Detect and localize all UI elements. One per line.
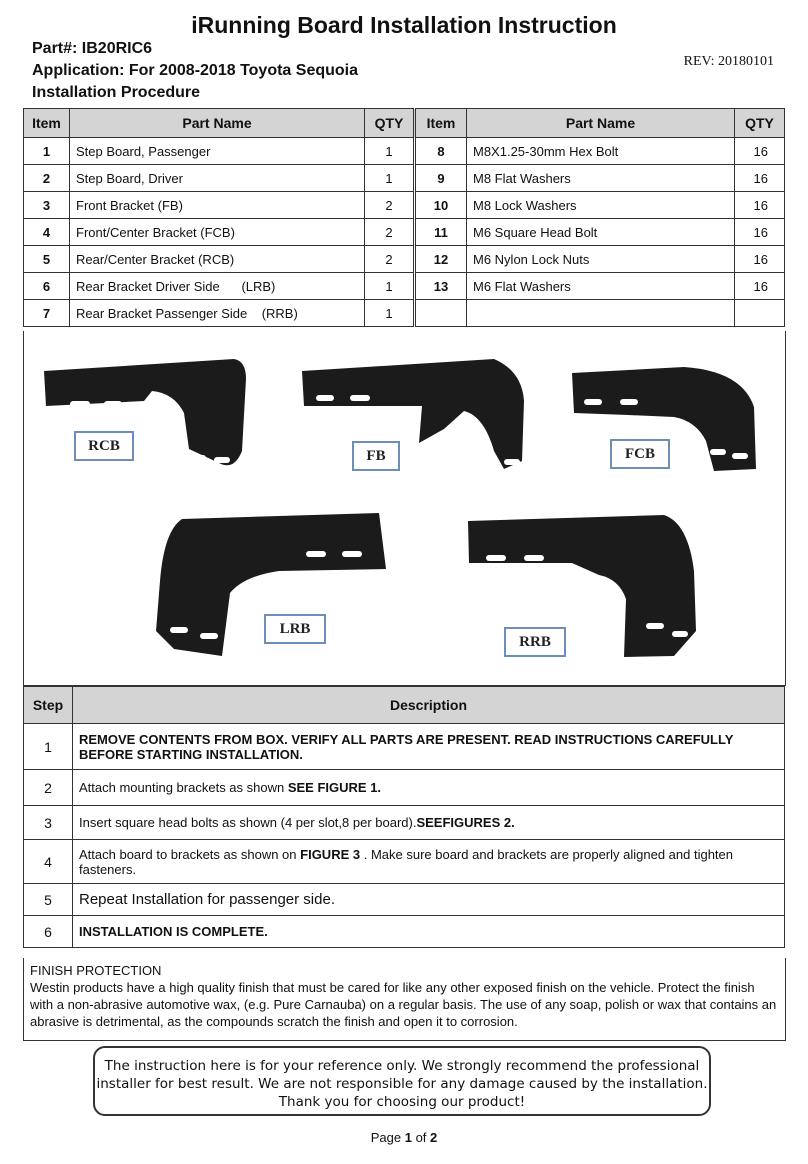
parts-row	[24, 273, 785, 300]
item-number: 3	[24, 192, 70, 219]
parts-row	[24, 246, 785, 273]
step-description	[73, 884, 785, 916]
part-name-header: Part Name	[70, 109, 365, 138]
item-number: 7	[24, 300, 70, 327]
finish-heading: FINISH PROTECTION	[30, 963, 162, 978]
step-emphasis: SEE FIGURE 1.	[287, 780, 382, 795]
step-row	[24, 806, 785, 840]
description-header: Description	[73, 687, 785, 724]
item-number: 1	[24, 138, 70, 165]
part-qty: 1	[365, 300, 415, 327]
item-header: Item	[415, 109, 467, 138]
step-number: 6	[24, 916, 73, 948]
part-name-header: Part Name	[467, 109, 735, 138]
step-row	[24, 770, 785, 806]
fcb-label: FCB	[610, 439, 670, 469]
step-description	[73, 806, 785, 840]
part-qty	[735, 300, 785, 327]
step-row	[24, 724, 785, 770]
application: Application: For 2008-2018 Toyota Sequoia	[32, 62, 358, 79]
part-name: M8 Lock Washers	[467, 192, 735, 219]
part-name: Front Bracket (FB)	[70, 192, 365, 219]
disclaimer-box: The instruction here is for your reference only. We strongly recommend the professional installer for best result. We are not responsible for any damage caused by the installation. Thank you for choosing our product!	[93, 1046, 711, 1116]
step-row	[24, 884, 785, 916]
step-number: 3	[24, 806, 73, 840]
part-name: M8X1.25-30mm Hex Bolt	[467, 138, 735, 165]
item-number: 2	[24, 165, 70, 192]
part-qty: 16	[735, 273, 785, 300]
item-number: 11	[415, 219, 467, 246]
step-row	[24, 916, 785, 948]
steps-table	[23, 686, 785, 948]
step-number: 5	[24, 884, 73, 916]
part-qty: 16	[735, 138, 785, 165]
finish-protection	[23, 958, 786, 1041]
part-name: M6 Square Head Bolt	[467, 219, 735, 246]
item-number: 10	[415, 192, 467, 219]
item-number: 8	[415, 138, 467, 165]
step-row	[24, 840, 785, 884]
parts-header-row	[24, 109, 785, 138]
part-qty: 1	[365, 165, 415, 192]
step-number: 1	[24, 724, 73, 770]
parts-row	[24, 219, 785, 246]
page-title: iRunning Board Installation Instruction	[191, 12, 617, 38]
step-text: Attach board to brackets as shown on	[79, 846, 301, 862]
item-number: 4	[24, 219, 70, 246]
lrb-label: LRB	[264, 614, 326, 644]
part-name: M6 Flat Washers	[467, 273, 735, 300]
step-description	[73, 770, 785, 806]
part-name: Rear Bracket Driver Side (LRB)	[70, 273, 365, 300]
step-header: Step	[24, 687, 73, 724]
step-description	[73, 840, 785, 884]
step-text: . Make sure board and brackets are properly aligned and tighten fasteners.	[79, 846, 734, 877]
step-number: 2	[24, 770, 73, 806]
step-emphasis: FIGURE 3	[300, 846, 361, 862]
step-emphasis: INSTALLATION IS COMPLETE.	[79, 924, 268, 939]
page-prefix: Page	[370, 1130, 405, 1145]
part-name: Front/Center Bracket (FCB)	[70, 219, 365, 246]
brackets-illustration	[24, 331, 785, 685]
step-description	[73, 916, 785, 948]
qty-header: QTY	[735, 109, 785, 138]
rcb-label: RCB	[74, 431, 134, 461]
rrb-label: RRB	[504, 627, 566, 657]
parts-table	[23, 108, 785, 327]
part-name: Rear/Center Bracket (RCB)	[70, 246, 365, 273]
parts-row	[24, 300, 785, 327]
item-header: Item	[24, 109, 70, 138]
step-description	[73, 724, 785, 770]
procedure-heading: Installation Procedure	[32, 84, 201, 101]
fb-label: FB	[352, 441, 400, 471]
part-name: Step Board, Driver	[70, 165, 365, 192]
part-qty: 16	[735, 192, 785, 219]
parts-row	[24, 138, 785, 165]
part-name: Step Board, Passenger	[70, 138, 365, 165]
item-number: 6	[24, 273, 70, 300]
step-text: Repeat Installation for passenger side.	[79, 891, 335, 908]
page-indicator	[0, 1130, 808, 1145]
page-sep: of	[411, 1130, 431, 1145]
steps-header-row	[24, 687, 785, 724]
part-qty: 16	[735, 165, 785, 192]
page-current: 1	[404, 1130, 412, 1145]
item-number: 12	[415, 246, 467, 273]
part-qty: 1	[365, 273, 415, 300]
step-emphasis: SEEFIGURES 2.	[416, 815, 515, 830]
rrb-bracket	[468, 515, 696, 657]
qty-header: QTY	[365, 109, 415, 138]
parts-row	[24, 165, 785, 192]
part-name: M6 Nylon Lock Nuts	[467, 246, 735, 273]
part-number: Part#: IB20RIC6	[32, 40, 153, 57]
item-number: 13	[415, 273, 467, 300]
part-name: Rear Bracket Passenger Side (RRB)	[70, 300, 365, 327]
page-total: 2	[430, 1130, 438, 1145]
part-name	[467, 300, 735, 327]
parts-row	[24, 192, 785, 219]
finish-body: Westin products have a high quality finish that must be cared for like any other exposed finish on the vehicle. Protect the finish with a non-abrasive automotive wax, (e.g. Pure Carnauba) on a regular basis. The use of any soap, polish or wax that contains an abrasive is detrimental, as the compounds scratch the finish and open it to corrosion.	[30, 980, 777, 1029]
part-qty: 2	[365, 219, 415, 246]
part-qty: 2	[365, 246, 415, 273]
step-text: Attach mounting brackets as shown	[79, 780, 288, 795]
part-name: M8 Flat Washers	[467, 165, 735, 192]
item-number: 5	[24, 246, 70, 273]
step-emphasis: REMOVE CONTENTS FROM BOX. VERIFY ALL PARTS ARE PRESENT. READ INSTRUCTIONS CAREFULLY BEFORE STARTING INSTALLATION.	[79, 731, 734, 762]
part-qty: 16	[735, 246, 785, 273]
item-number	[415, 300, 467, 327]
part-qty: 16	[735, 219, 785, 246]
revision: REV: 20180101	[683, 54, 774, 69]
part-qty: 2	[365, 192, 415, 219]
item-number: 9	[415, 165, 467, 192]
fb-bracket	[302, 359, 524, 469]
step-number: 4	[24, 840, 73, 884]
step-text: Insert square head bolts as shown (4 per slot,8 per board).	[79, 815, 417, 830]
part-qty: 1	[365, 138, 415, 165]
brackets-photo	[23, 331, 786, 686]
